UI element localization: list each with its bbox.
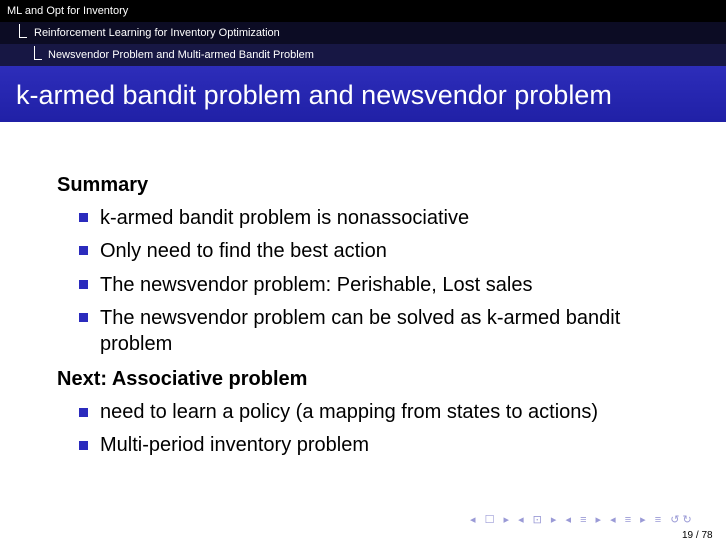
summary-heading: Summary [57,174,149,196]
header-section-bar [0,0,726,22]
square-bullet-icon [79,213,88,222]
list-item: k-armed bandit problem is nonassociative [100,207,470,229]
list-item: Only need to find the best action [100,240,387,262]
header-subsection-bar [0,22,726,44]
header-subsection[interactable]: Reinforcement Learning for Inventory Optimization [34,27,280,39]
next-heading: Next: Associative problem [57,368,308,390]
list-item: need to learn a policy (a mapping from states to actions) [100,401,599,423]
tree-corner-icon [34,46,42,60]
header-subsubsection-bar [0,44,726,66]
list-item: The newsvendor problem can be solved as k-armed bandit problem [100,307,621,355]
header-subsubsection[interactable]: Newsvendor Problem and Multi-armed Bandit Problem [48,49,314,61]
list-item: Multi-period inventory problem [100,434,370,456]
tree-corner-icon [19,24,27,38]
square-bullet-icon [79,441,88,450]
square-bullet-icon [79,246,88,255]
navigation-controls-icon[interactable]: ◂ ☐ ▸ ◂ ⊡ ▸ ◂ ≡ ▸ ◂ ≡ ▸ ≡ ↺↻ [470,514,695,526]
square-bullet-icon [79,313,88,322]
square-bullet-icon [79,280,88,289]
header-section[interactable]: ML and Opt for Inventory [7,5,129,17]
page-number: 19 / 78 [682,530,713,541]
title-bar [0,66,726,122]
square-bullet-icon [79,408,88,417]
list-item: The newsvendor problem: Perishable, Lost sales [100,274,533,296]
slide-title: k-armed bandit problem and newsvendor problem [16,80,612,110]
